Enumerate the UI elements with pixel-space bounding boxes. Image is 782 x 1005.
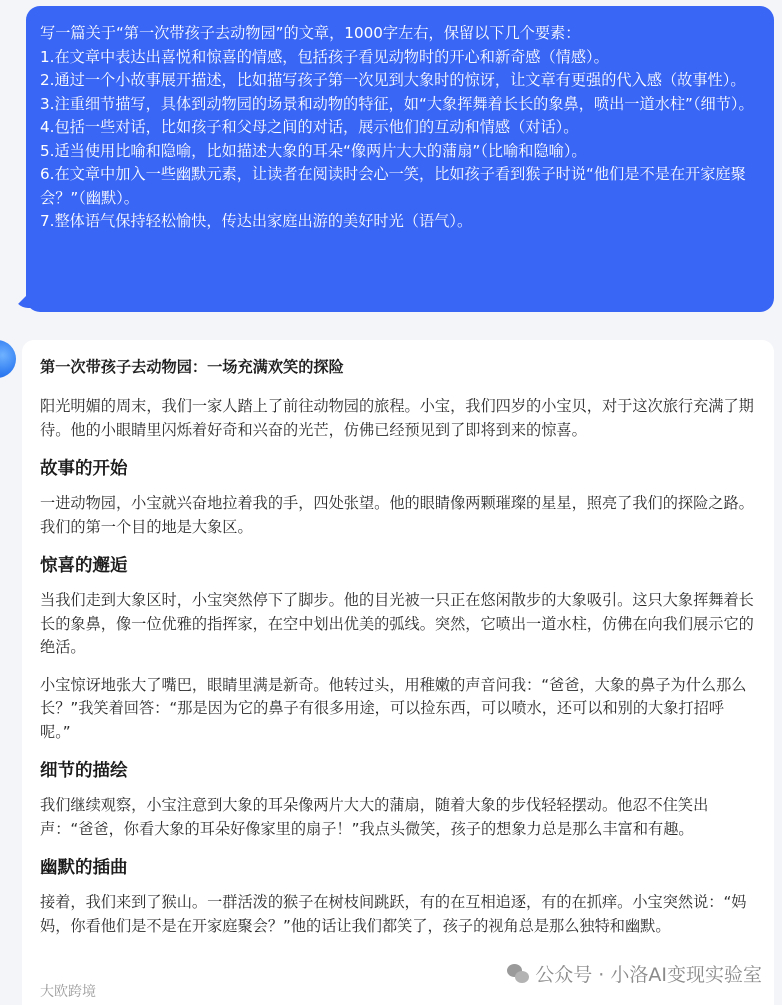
prompt-line: 6.在文章中加入一些幽默元素，让读者在阅读时会心一笑，比如孩子看到猴子时说“他们是不是在开家庭聚会？”（幽默）。 [40,165,746,207]
assistant-avatar-icon [0,340,16,378]
watermark-text: 公众号 · 小洛AI变现实验室 [535,964,762,986]
prompt-line: 写一篇关于“第一次带孩子去动物园”的文章，1000字左右，保留以下几个要素： [40,24,581,42]
answer-paragraph: 我们继续观察，小宝注意到大象的耳朵像两片大大的蒲扇，随着大象的步伐轻轻摆动。他忍不住笑出声：“爸爸，你看大象的耳朵好像家里的扇子！”我点头微笑，孩子的想象力总是那么丰富和有趣。 [40,796,709,838]
section-heading: 惊喜的邂逅 [40,556,128,576]
prompt-line: 2.通过一个小故事展开描述，比如描写孩子第一次见到大象时的惊讶，让文章有更强的代入感（故事性）。 [40,71,746,89]
watermark [507,960,762,987]
footer-label: 大欧跨境 [40,984,96,1000]
answer-paragraph: 一进动物园，小宝就兴奋地拉着我的手，四处张望。他的眼睛像两颗璀璨的星星，照亮了我们的探险之路。我们的第一个目的地是大象区。 [40,494,754,536]
answer-paragraph: 接着，我们来到了猴山。一群活泼的猴子在树枝间跳跃，有的在互相追逐，有的在抓痒。小宝突然说：“妈妈，你看他们是不是在开家庭聚会？”他的话让我们都笑了，孩子的视角总是那么独特和幽默。 [40,893,747,935]
answer-paragraph: 阳光明媚的周末，我们一家人踏上了前往动物园的旅程。小宝，我们四岁的小宝贝，对于这次旅行充满了期待。他的小眼睛里闪烁着好奇和兴奋的光芒，仿佛已经预见到了即将到来的惊喜。 [40,397,754,439]
user-message-bubble [26,6,774,312]
bubble-tail [14,286,36,308]
section-heading: 细节的描绘 [40,761,128,781]
prompt-line: 7.整体语气保持轻松愉快，传达出家庭出游的美好时光（语气）。 [40,212,473,230]
section-heading: 故事的开始 [40,459,128,479]
prompt-line: 5.适当使用比喻和隐喻，比如描述大象的耳朵“像两片大大的蒲扇”（比喻和隐喻）。 [40,141,587,160]
section-heading: 幽默的插曲 [40,858,128,878]
prompt-line: 4.包括一些对话，比如孩子和父母之间的对话，展示他们的互动和情感（对话）。 [40,118,579,136]
prompt-line: 3.注重细节描写，具体到动物园的场景和动物的特征，如“大象挥舞着长长的象鼻，喷出一道水柱”（细节）。 [40,94,754,113]
wechat-icon [507,964,529,984]
prompt-line: 1.在文章中表达出喜悦和惊喜的情感，包括孩子看见动物时的开心和新奇感（情感）。 [40,47,609,66]
assistant-answer-card [22,340,774,1005]
answer-paragraph: 当我们走到大象区时，小宝突然停下了脚步。他的目光被一只正在悠闲散步的大象吸引。这只大象挥舞着长长的象鼻，像一位优雅的指挥家，在空中划出优美的弧线。突然，它喷出一道水柱，仿佛在向我们展示它的绝活。 [40,591,754,656]
answer-title: 第一次带孩子去动物园：一场充满欢笑的探险 [40,358,344,376]
answer-paragraph: 小宝惊讶地张大了嘴巴，眼睛里满是新奇。他转过头，用稚嫩的声音问我：“爸爸，大象的鼻子为什么那么长？”我笑着回答：“那是因为它的鼻子有很多用途，可以捡东西，可以喷水，还可以和别的大象打招呼呢。” [40,675,747,741]
